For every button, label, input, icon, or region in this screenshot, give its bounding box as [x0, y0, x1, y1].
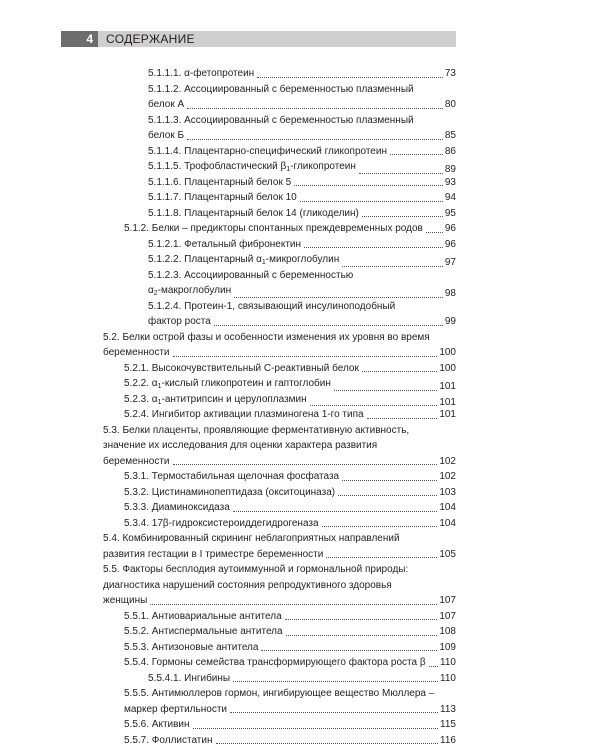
toc-entry-text: 5.3.3. Диаминоксидаза — [124, 502, 230, 513]
dot-leader — [187, 139, 443, 140]
toc-entry[interactable] — [124, 624, 456, 640]
toc-page-number: 110 — [440, 657, 456, 668]
toc-entry[interactable] — [148, 113, 456, 144]
section-title: СОДЕРЖАНИЕ — [106, 32, 195, 46]
toc-entry[interactable] — [103, 531, 456, 562]
dot-leader — [367, 418, 438, 419]
toc-page-number: 85 — [444, 130, 456, 141]
toc-page-number: 96 — [444, 238, 456, 250]
dot-leader — [233, 511, 438, 512]
toc-entry[interactable] — [124, 686, 456, 717]
toc-page-number: 116 — [440, 734, 456, 746]
toc-entry-text: диагностика нарушений состояния репродуктивного здоровья — [103, 579, 392, 591]
dot-leader — [310, 405, 438, 406]
dot-leader — [426, 232, 443, 233]
toc-entry-text: беременности — [103, 455, 170, 467]
toc-page-number: 108 — [439, 626, 456, 637]
toc-page-number: 101 — [439, 396, 456, 408]
dot-leader — [342, 266, 443, 267]
dot-leader — [338, 495, 437, 496]
toc-page-number: 95 — [444, 207, 456, 219]
toc-page-number: 102 — [439, 471, 456, 482]
toc-entry-text: 5.2.1. Высокочувствительный С-реактивный белок — [124, 362, 359, 374]
dot-leader — [150, 604, 437, 605]
toc-entry[interactable] — [124, 407, 456, 423]
toc-entry-text: 5.5.2. Антиспермальные антитела — [124, 626, 283, 637]
dot-leader — [233, 681, 438, 682]
toc-page-number: 107 — [439, 610, 456, 622]
toc-entry[interactable] — [124, 516, 456, 532]
toc-entry[interactable] — [148, 82, 456, 113]
toc-entry[interactable] — [124, 655, 456, 671]
toc-entry-text: 5.1.2.2. Плацентарный $\alpha_1$-микроглобулин — [148, 254, 340, 266]
toc-entry-text: женщины — [103, 595, 148, 606]
dot-leader — [362, 371, 437, 372]
toc-page-number: 113 — [440, 703, 456, 715]
toc-page-number: 89 — [444, 164, 456, 175]
toc-entry-text: 5.5.5. Антимюллеров гормон, ингибирующее вещество Мюллера – — [124, 688, 435, 699]
toc-entry[interactable] — [148, 237, 456, 253]
dot-leader — [429, 666, 438, 667]
toc-page-number: 101 — [439, 409, 456, 420]
toc-page-number: 100 — [439, 362, 456, 374]
toc-entry-text: значение их исследования для оценки характера развития — [103, 440, 378, 451]
toc-entry-text: 5.1.2.4. Протеин-1, связывающий инсулиноподобный — [148, 300, 396, 312]
toc-page-number: 80 — [444, 99, 456, 110]
dot-leader — [173, 464, 438, 465]
toc-entry-text: фактор роста — [148, 316, 211, 327]
dot-leader — [342, 480, 437, 481]
dot-leader — [230, 712, 438, 713]
toc-entry-text: маркер фертильности — [124, 703, 227, 715]
toc-page-number: 96 — [444, 223, 456, 234]
dot-leader — [193, 728, 439, 729]
toc-entry-text: белок А — [148, 99, 185, 110]
toc-page-number: 93 — [444, 176, 456, 188]
toc-entry-text: 5.1.2.3. Ассоциированный с беременностью — [148, 269, 354, 281]
toc-entry[interactable] — [148, 299, 456, 330]
toc-page-number: 115 — [440, 719, 456, 730]
toc-entry-text: 5.2.3. $\alpha_1$-антитрипсин и церулоплазмин — [124, 393, 307, 406]
dot-leader — [300, 201, 443, 202]
toc-entry[interactable] — [103, 562, 456, 609]
dot-leader — [304, 247, 443, 248]
toc-page-number: 107 — [439, 595, 456, 606]
toc-entry-text: 5.5.7. Фоллистатин — [124, 734, 213, 746]
dot-leader — [187, 108, 443, 109]
toc-page-number: 101 — [439, 381, 456, 392]
toc-page-number: 103 — [439, 486, 456, 498]
toc-entry-text: 5.5.1. Антиовариальные антитела — [124, 610, 282, 622]
toc-entry[interactable] — [124, 717, 456, 733]
toc-entry[interactable] — [148, 206, 456, 222]
toc-entry[interactable] — [148, 175, 456, 191]
toc-page-number: 105 — [439, 548, 456, 560]
toc-entry-text: 5.3.1. Термостабильная щелочная фосфатаза — [124, 471, 340, 482]
toc-page-number: 97 — [444, 257, 456, 268]
toc-entry[interactable] — [124, 733, 456, 749]
toc-entry[interactable] — [124, 609, 456, 625]
toc-entry[interactable] — [148, 144, 456, 160]
toc-entry[interactable] — [103, 330, 456, 361]
dot-leader — [334, 390, 437, 391]
toc-entry-text: 5.1.1.3. Ассоциированный с беременностью плазменный — [148, 114, 414, 126]
toc-entry[interactable] — [148, 190, 456, 206]
toc-entry-text: 5.4. Комбинированный скрининг неблагоприятных направлений — [103, 533, 400, 544]
toc-entry-text: $\alpha_2$-макроглобулин — [148, 285, 232, 297]
dot-leader — [234, 297, 443, 298]
toc-entry-text: 5.1.1.1. α-фетопротеин — [148, 68, 255, 79]
dot-leader — [359, 173, 443, 174]
dot-leader — [326, 557, 437, 558]
toc-entry-text: 5.1.1.4. Плацентарно-специфический гликопротеин — [148, 145, 387, 157]
toc-entry[interactable] — [124, 221, 456, 237]
toc-entry-text: беременности — [103, 347, 170, 358]
toc-entry-text: 5.1.1.8. Плацентарный белок 14 (гликоделин) — [148, 207, 359, 219]
toc-page-number: 73 — [444, 68, 456, 79]
toc-entry-text: 5.3.2. Цистинаминопептидаза (окситоциназа) — [124, 486, 336, 498]
toc-entry[interactable] — [148, 66, 456, 82]
toc-entry[interactable] — [148, 268, 456, 302]
toc-entry-text: 5.1.1.2. Ассоциированный с беременностью плазменный — [148, 83, 414, 95]
toc-entry-text: 5.2. Белки острой фазы и особенности изменения их уровня во время — [103, 331, 430, 343]
toc-entry-text: 5.1.1.6. Плацентарный белок 5 — [148, 176, 292, 188]
dot-leader — [214, 325, 443, 326]
dot-leader — [261, 650, 437, 651]
toc-entry-text: 5.3. Белки плаценты, проявляющие ферментативную активность, — [103, 424, 410, 436]
dot-leader — [294, 185, 443, 186]
dot-leader — [322, 526, 438, 527]
toc-page-number: 99 — [444, 316, 456, 327]
toc-entry[interactable] — [148, 671, 456, 687]
toc-entry[interactable] — [124, 469, 456, 485]
dot-leader — [390, 154, 443, 155]
toc-entry-text: белок Б — [148, 130, 185, 141]
toc-page-number: 102 — [439, 455, 456, 467]
toc-entry-text: 5.1.2. Белки – предикторы спонтанных преждевременных родов — [124, 223, 423, 234]
dot-leader — [286, 635, 438, 636]
toc-page-number: 110 — [440, 672, 456, 684]
toc-page-number: 104 — [439, 502, 456, 513]
toc-entry-text: 5.3.4. 17β-гидроксистероиддегидрогеназа — [124, 517, 319, 529]
toc-page-number: 98 — [444, 288, 456, 299]
toc-entry-text: 5.1.1.7. Плацентарный белок 10 — [148, 192, 297, 203]
dot-leader — [173, 356, 438, 357]
toc-page-number: 86 — [444, 145, 456, 157]
toc-entry-text: 5.2.2. $\alpha_1$-кислый гликопротеин и гаптоглобин — [124, 378, 331, 390]
toc-entry-text: 5.1.1.5. Трофобластический $\beta_1$-гликопротеин — [148, 161, 356, 173]
toc-entry-text: 5.5.4.1. Ингибины — [148, 672, 231, 684]
dot-leader — [285, 619, 438, 620]
toc-page-number: 109 — [439, 641, 456, 653]
toc-entry-text: 5.5.4. Гормоны семейства трансформирующего фактора роста β — [124, 657, 426, 668]
toc-entry-text: 5.5.3. Антизоновые антитела — [124, 641, 259, 653]
toc-entry[interactable] — [124, 485, 456, 501]
toc-entry[interactable] — [103, 423, 456, 470]
toc-entry[interactable] — [124, 640, 456, 656]
toc-page-number: 104 — [439, 517, 456, 529]
toc-entry[interactable] — [124, 361, 456, 377]
toc-page-number: 94 — [444, 192, 456, 203]
toc-entry-text: 5.5. Факторы бесплодия аутоиммунной и гормональной природы: — [103, 564, 409, 575]
page-number: 4 — [61, 31, 98, 47]
toc-entry-text: 5.2.4. Ингибитор активации плазминогена 1-го типа — [124, 409, 364, 420]
toc-entry[interactable] — [124, 500, 456, 516]
toc-page-number: 100 — [439, 347, 456, 358]
toc-entry-text: 5.5.6. Активин — [124, 719, 190, 730]
dot-leader — [216, 743, 439, 744]
toc-entry-text: развития гестации в I триместре беременности — [103, 548, 324, 560]
dot-leader — [257, 77, 443, 78]
toc-entry-text: 5.1.2.1. Фетальный фибронектин — [148, 238, 302, 250]
dot-leader — [362, 216, 443, 217]
